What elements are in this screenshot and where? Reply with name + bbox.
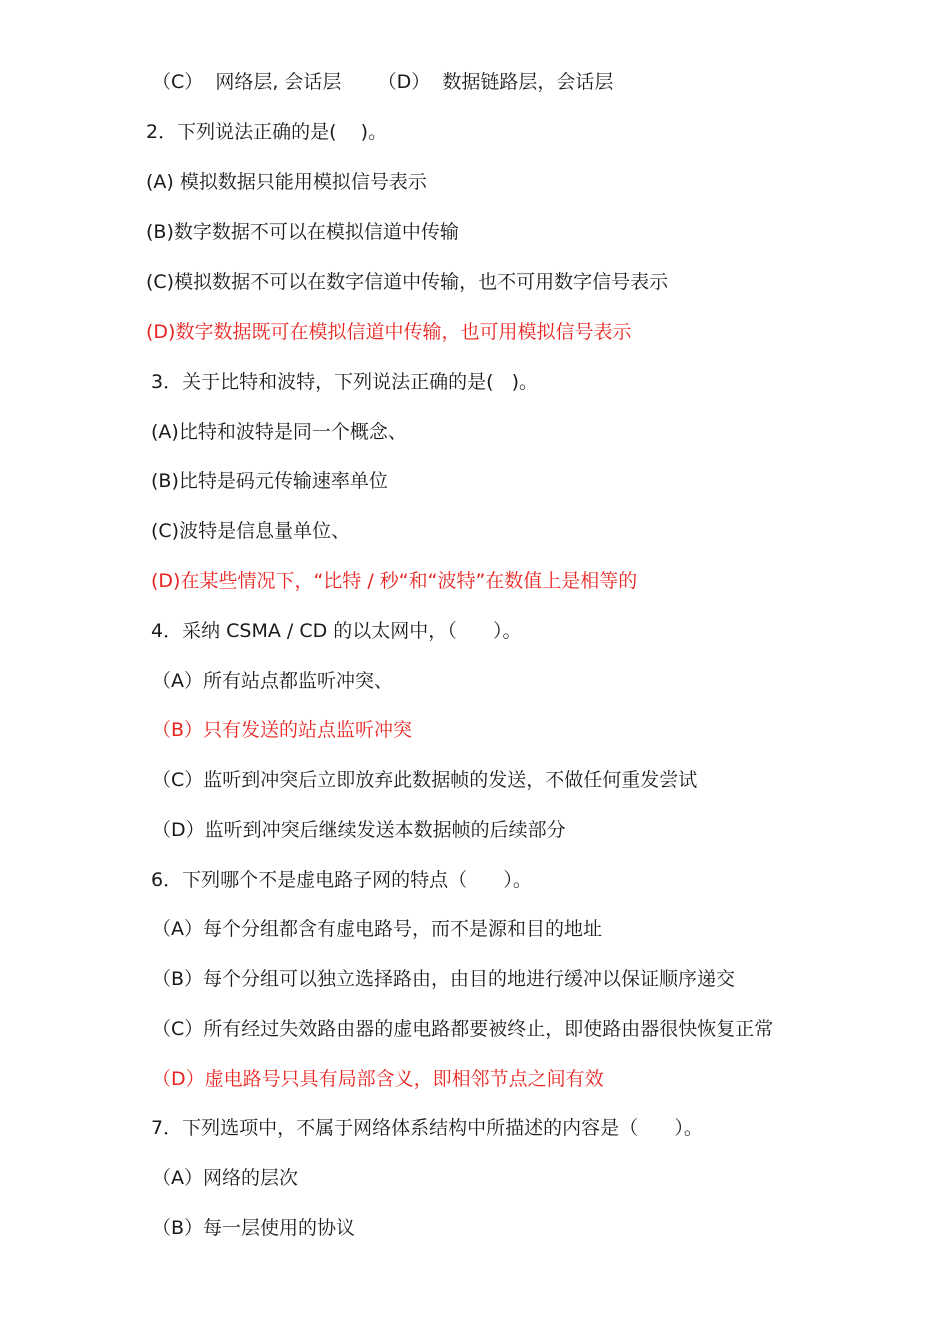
q4-option-c: （C）监听到冲突后立即放弃此数据帧的发送，不做任何重发尝试	[152, 769, 698, 791]
q6-option-a: （A）每个分组都含有虚电路号，而不是源和目的地址	[152, 918, 602, 940]
q7-question: 7．下列选项中，不属于网络体系结构中所描述的内容是（ ）。	[151, 1117, 703, 1139]
q3-option-d-answer: (D)在某些情况下，“比特 / 秒“和“波特”在数值上是相等的	[151, 570, 638, 592]
q4-option-b-answer: （B）只有发送的站点监听冲突	[152, 719, 413, 741]
q3-option-b: (B)比特是码元传输速率单位	[151, 470, 388, 492]
q6-question: 6．下列哪个不是虚电路子网的特点（ ）。	[151, 869, 532, 891]
q4-option-d: （D）监听到冲突后继续发送本数据帧的后续部分	[152, 819, 566, 841]
q2-option-a: (A) 模拟数据只能用模拟信号表示	[146, 171, 427, 193]
q4-option-a: （A）所有站点都监听冲突、	[152, 670, 393, 692]
q3-option-c: (C)波特是信息量单位、	[151, 520, 351, 542]
q3-option-a: (A)比特和波特是同一个概念、	[151, 421, 407, 443]
q7-option-b: （B）每一层使用的协议	[152, 1217, 356, 1239]
q6-option-c: （C）所有经过失效路由器的虚电路都要被终止，即使路由器很快恢复正常	[152, 1018, 774, 1040]
q6-option-b: （B）每个分组可以独立选择路由，由目的地进行缓冲以保证顺序递交	[152, 968, 736, 990]
q2-option-d-answer: (D)数字数据既可在模拟信道中传输，也可用模拟信号表示	[146, 321, 632, 343]
q2-question: 2．下列说法正确的是( )。	[146, 121, 388, 143]
q2-option-b: (B)数字数据不可以在模拟信道中传输	[146, 221, 459, 243]
q6-option-d-answer: （D）虚电路号只具有局部含义，即相邻节点之间有效	[152, 1068, 604, 1090]
q4-question: 4．采纳 CSMA / CD 的以太网中，（ ）。	[151, 620, 522, 642]
q7-option-a: （A）网络的层次	[152, 1167, 298, 1189]
q3-question: 3．关于比特和波特，下列说法正确的是( )。	[151, 371, 539, 393]
q2-option-c: (C)模拟数据不可以在数字信道中传输，也不可用数字信号表示	[146, 271, 669, 293]
q1-options-c-d: （C） 网络层, 会话层 （D） 数据链路层，会话层	[152, 71, 614, 93]
